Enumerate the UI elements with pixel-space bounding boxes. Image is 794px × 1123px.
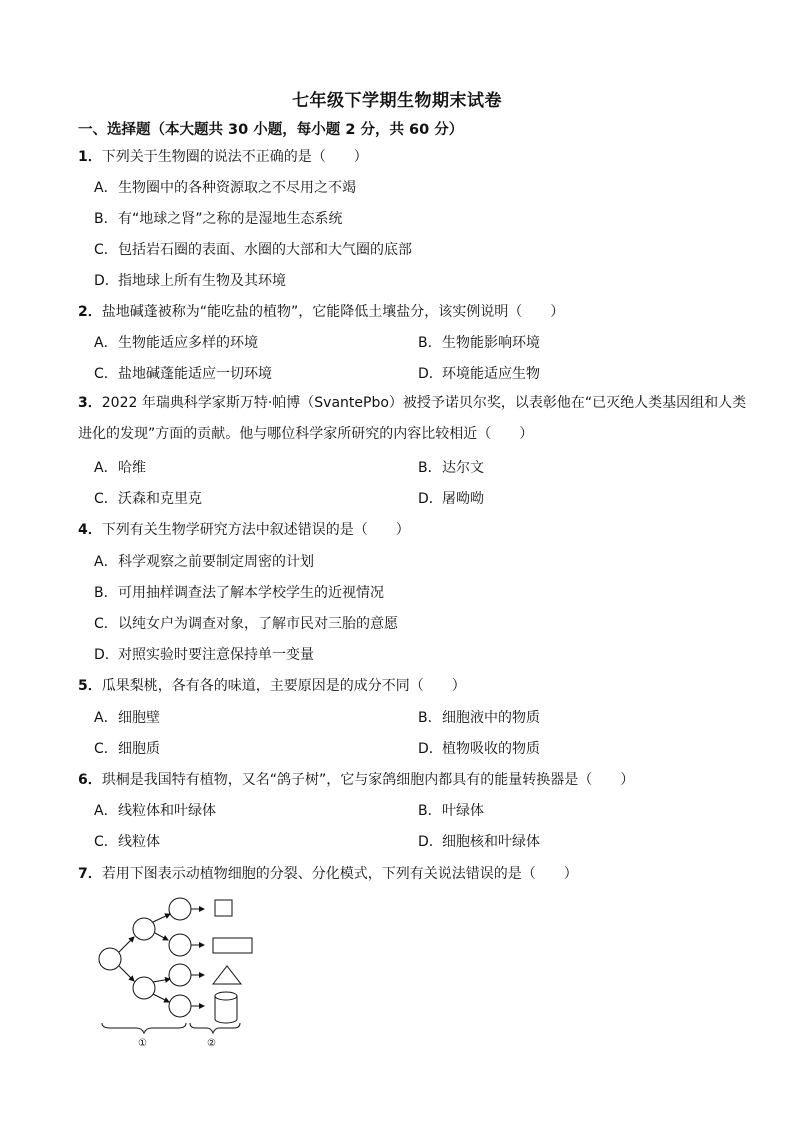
- brace-1: [102, 1023, 186, 1033]
- q3-option-c[interactable]: [94, 488, 202, 508]
- option-text: 线粒体: [118, 834, 160, 850]
- q3-option-b[interactable]: [418, 457, 484, 477]
- option-text: 细胞质: [118, 741, 160, 757]
- option-label: B．: [94, 211, 118, 227]
- question-5: [78, 675, 466, 695]
- question-stem: 下列有关生物学研究方法中叙述错误的是（ ）: [101, 522, 410, 538]
- option-label: A．: [94, 460, 118, 476]
- option-text: 植物吸收的物质: [442, 741, 540, 757]
- option-label: C．: [94, 616, 118, 632]
- question-3: [78, 388, 754, 450]
- cell-3c: [169, 964, 191, 986]
- q4-option-b[interactable]: [94, 582, 384, 602]
- option-label: D．: [418, 834, 443, 850]
- option-text: 生物能影响环境: [442, 335, 540, 351]
- option-label: D．: [418, 741, 443, 757]
- option-label: A．: [94, 803, 118, 819]
- option-text: 有“地球之肾”之称的是湿地生态系统: [118, 211, 343, 227]
- question-7: [78, 863, 578, 883]
- diagram-label-1: ①: [138, 1038, 147, 1049]
- q2-option-a[interactable]: [94, 332, 258, 352]
- arrow: [153, 979, 170, 982]
- question-stem: 瓜果梨桃，各有各的味道，主要原因是的成分不同（ ）: [101, 678, 466, 694]
- diagram-label-2: ②: [207, 1038, 216, 1049]
- question-number: 3．: [78, 395, 102, 411]
- cell-3d: [169, 995, 191, 1017]
- option-label: D．: [418, 491, 443, 507]
- arrow: [119, 937, 134, 952]
- q6-option-d[interactable]: [418, 831, 540, 851]
- option-text: 细胞壁: [118, 710, 160, 726]
- brace-2: [190, 1023, 240, 1033]
- q5-option-a[interactable]: [94, 707, 160, 727]
- option-label: B．: [418, 335, 442, 351]
- option-label: A．: [94, 554, 118, 570]
- option-text: 细胞液中的物质: [442, 710, 540, 726]
- section-heading: 一、选择题（本大题共 30 小题，每小题 2 分，共 60 分）: [78, 122, 464, 138]
- cell-2b: [133, 977, 155, 999]
- option-text: 叶绿体: [442, 803, 484, 819]
- option-text: 盐地碱蓬能适应一切环境: [118, 366, 272, 382]
- q6-option-b[interactable]: [418, 800, 484, 820]
- option-text: 可用抽样调查法了解本学校学生的近视情况: [118, 585, 384, 601]
- triangle-cell-shape: [213, 966, 241, 984]
- option-text: 达尔文: [442, 460, 484, 476]
- question-1: [78, 146, 368, 166]
- q1-option-d[interactable]: [94, 270, 286, 290]
- option-label: B．: [94, 585, 118, 601]
- option-label: C．: [94, 834, 118, 850]
- option-text: 包括岩石圈的表面、水圈的大部和大气圈的底部: [118, 242, 412, 258]
- arrow: [119, 966, 134, 981]
- q4-option-a[interactable]: [94, 551, 314, 571]
- option-label: C．: [94, 491, 118, 507]
- page-title: 七年级下学期生物期末试卷: [292, 91, 502, 111]
- option-text: 指地球上所有生物及其环境: [118, 273, 286, 289]
- q5-option-d[interactable]: [418, 738, 540, 758]
- cell-2a: [133, 918, 155, 940]
- q3-option-a[interactable]: [94, 457, 146, 477]
- option-text: 生物能适应多样的环境: [118, 335, 258, 351]
- option-label: B．: [418, 803, 442, 819]
- q6-option-c[interactable]: [94, 831, 160, 851]
- option-text: 细胞核和叶绿体: [442, 834, 540, 850]
- question-number: 1．: [78, 149, 102, 165]
- option-text: 生物圈中的各种资源取之不尽用之不竭: [118, 180, 356, 196]
- question-number: 6．: [78, 772, 102, 788]
- cell-3b: [169, 934, 191, 956]
- q4-option-c[interactable]: [94, 613, 398, 633]
- arrow: [155, 933, 168, 940]
- option-label: B．: [418, 460, 442, 476]
- question-stem: 珙桐是我国特有植物，又名“鸽子树”，它与家鸽细胞内都具有的能量转换器是（ ）: [101, 772, 635, 788]
- option-label: A．: [94, 180, 118, 196]
- question-stem: 盐地碱蓬被称为“能吃盐的植物”，它能降低土壤盐分，该实例说明（ ）: [101, 304, 565, 320]
- cylinder-cell-shape: [215, 992, 237, 1023]
- arrow: [153, 914, 170, 922]
- q6-option-a[interactable]: [94, 800, 216, 820]
- arrow: [153, 994, 169, 1002]
- option-text: 沃森和克里克: [118, 491, 202, 507]
- q5-option-c[interactable]: [94, 738, 160, 758]
- option-label: A．: [94, 335, 118, 351]
- question-stem: 若用下图表示动植物细胞的分裂、分化模式，下列有关说法错误的是（ ）: [101, 866, 578, 882]
- question-number: 2．: [78, 304, 102, 320]
- option-label: D．: [94, 273, 119, 289]
- q2-option-d[interactable]: [418, 363, 540, 383]
- option-text: 屠呦呦: [442, 491, 484, 507]
- cell-1: [99, 948, 121, 970]
- option-text: 环境能适应生物: [442, 366, 540, 382]
- question-stem: 2022 年瑞典科学家斯万特·帕博（SvantePbo）被授予诺贝尔奖，以表彰他在“已灭绝人类基因组和人类进化的发现”方面的贡献。他与哪位科学家所研究的内容比较相近（ ）: [78, 395, 747, 442]
- q1-option-b[interactable]: [94, 208, 343, 228]
- q1-option-a[interactable]: [94, 177, 356, 197]
- q3-option-d[interactable]: [418, 488, 484, 508]
- option-text: 科学观察之前要制定周密的计划: [118, 554, 314, 570]
- q1-option-c[interactable]: [94, 239, 412, 259]
- question-number: 5．: [78, 678, 102, 694]
- question-stem: 下列关于生物圈的说法不正确的是（ ）: [101, 149, 368, 165]
- q5-option-b[interactable]: [418, 707, 540, 727]
- option-label: C．: [94, 242, 118, 258]
- option-label: C．: [94, 366, 118, 382]
- option-label: C．: [94, 741, 118, 757]
- option-label: D．: [418, 366, 443, 382]
- q2-option-c[interactable]: [94, 363, 272, 383]
- question-number: 7．: [78, 866, 102, 882]
- question-4: [78, 519, 410, 539]
- option-text: 线粒体和叶绿体: [118, 803, 216, 819]
- cell-division-diagram: [90, 892, 270, 1052]
- long-rect-cell-shape: [213, 938, 252, 953]
- option-label: D．: [94, 647, 119, 663]
- square-cell-shape: [215, 900, 232, 916]
- option-text: 哈维: [118, 460, 146, 476]
- question-2: [78, 301, 564, 321]
- cell-3a: [169, 898, 191, 920]
- option-label: B．: [418, 710, 442, 726]
- question-number: 4．: [78, 522, 102, 538]
- option-text: 对照实验时要注意保持单一变量: [118, 647, 314, 663]
- q2-option-b[interactable]: [418, 332, 540, 352]
- option-text: 以纯女户为调查对象，了解市民对三胎的意愿: [118, 616, 398, 632]
- q4-option-d[interactable]: [94, 644, 314, 664]
- option-label: A．: [94, 710, 118, 726]
- question-6: [78, 769, 634, 789]
